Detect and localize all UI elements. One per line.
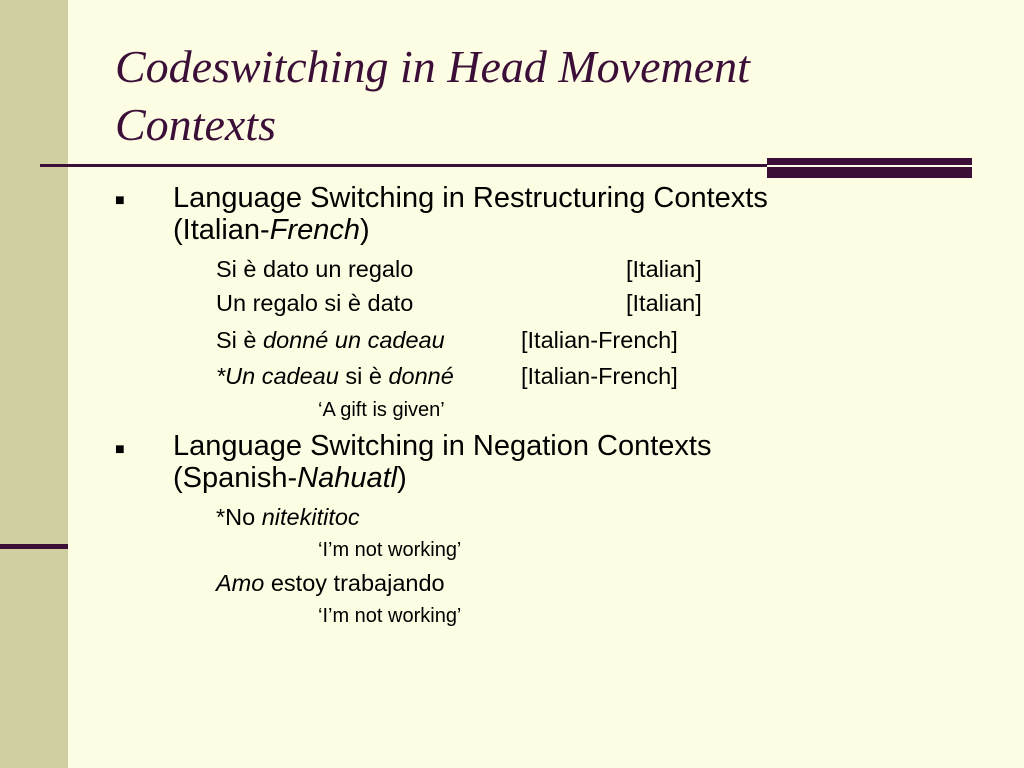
bullet-1-line-1: Language Switching in Restructuring Contexts <box>173 182 768 214</box>
example-5 <box>216 502 360 532</box>
example-3-french: donné un cadeau <box>263 327 445 353</box>
slide-title <box>115 38 915 154</box>
example-4-french-b: donné <box>388 363 454 389</box>
square-bullet-icon: ■ <box>115 192 125 209</box>
bullet-2-lang-b: Nahuatl <box>297 462 398 494</box>
example-2-text: Un regalo si è dato <box>216 290 414 316</box>
example-4 <box>216 361 454 391</box>
bullet-2-close-paren: ) <box>397 462 407 494</box>
example-1 <box>216 254 413 284</box>
example-4-italian: si è <box>338 363 389 389</box>
example-5-nahuatl: nitekititoc <box>261 504 360 530</box>
gloss-not-working-2: ‘I’m not working’ <box>318 605 462 627</box>
example-3 <box>216 325 445 355</box>
left-decorative-band <box>0 0 68 768</box>
example-5-spanish: *No <box>216 504 262 530</box>
example-6-spanish: estoy trabajando <box>264 570 445 596</box>
example-1-text: Si è dato un regalo <box>216 256 414 282</box>
gloss-not-working-1: ‘I’m not working’ <box>318 539 462 561</box>
example-2 <box>216 288 413 318</box>
example-1-tag: [Italian] <box>626 256 702 282</box>
bullet-2-lang-a: (Spanish- <box>173 462 298 494</box>
example-4-tag: [Italian-French] <box>521 363 678 389</box>
title-line-1: Codeswitching in Head Movement <box>115 41 750 92</box>
gloss-gift: ‘A gift is given’ <box>318 399 445 421</box>
bullet-negation <box>173 430 953 494</box>
example-4-french-a: *Un cadeau <box>216 363 339 389</box>
bullet-1-close-paren: ) <box>359 214 370 246</box>
bullet-2-line-1: Language Switching in Negation Contexts <box>173 430 712 462</box>
example-3-tag: [Italian-French] <box>521 327 678 353</box>
example-6-nahuatl: Amo <box>216 570 265 596</box>
square-bullet-icon: ■ <box>115 441 125 458</box>
title-accent-bar <box>767 158 972 178</box>
title-line-2: Contexts <box>115 99 276 150</box>
example-6 <box>216 568 445 598</box>
band-accent-line <box>0 544 68 549</box>
example-3-text: Si è <box>216 327 264 353</box>
title-accent-bar-stripe <box>767 165 972 167</box>
bullet-1-lang-b: French <box>269 214 360 246</box>
example-2-tag: [Italian] <box>626 290 702 316</box>
title-underline <box>40 164 780 167</box>
bullet-restructuring <box>173 182 953 246</box>
bullet-1-lang-a: (Italian- <box>173 214 270 246</box>
